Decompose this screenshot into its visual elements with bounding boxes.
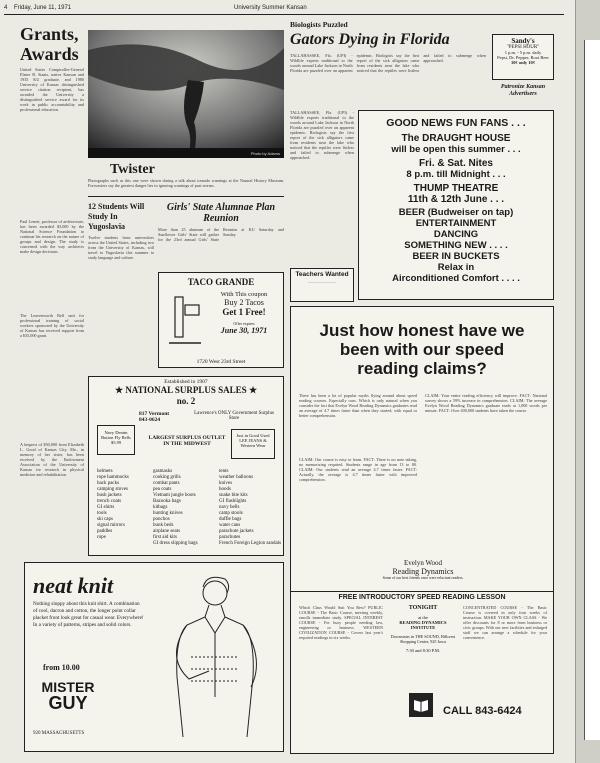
- grants-body-3: The Leavenworth Bell unit for professional training of social workers sponsored by the University of Kansas has received support from a $35,000 grant.: [20, 313, 84, 338]
- reading-tonight: TONIGHT: [408, 605, 438, 611]
- surplus-largest: LARGEST SURPLUS OUTLET IN THE MIDWEST: [148, 435, 226, 447]
- reading-time: 7:30 and 8:30 P.M.: [405, 648, 441, 653]
- teachers-wanted: Teachers Wanted: [295, 271, 349, 278]
- surplus-item: weather balloons: [219, 475, 254, 480]
- surplus-list-3: [219, 469, 283, 547]
- grants-body-2: Paul Lenert, professor of architecture, has been awarded $3,000 by the National Science Foundation to continue his research on the nature of groups and design. The study is concerned with the way architects make design decisions.: [20, 219, 84, 254]
- evelyn-wood-logo: [375, 559, 471, 580]
- tornado-image: [88, 30, 284, 158]
- fun-line-11: BEER IN BUCKETS: [412, 251, 500, 262]
- reading-claims: CLAIM: Our course is easy to learn. FACT: There is no note taking, no memorizing required. Students range in age from 13 to 80. CLAIM: Our students read an average 4.7 times faster. FACT: Actually, the average is 4.7 times faster with improved comprehension.: [299, 457, 417, 482]
- students-article: [88, 202, 154, 372]
- tornado-photo: [88, 30, 284, 158]
- fun-line-2: will be open this summer . . .: [391, 144, 521, 155]
- surplus-item: parachutes: [219, 535, 241, 540]
- surplus-item: combat pants: [153, 481, 180, 486]
- surplus-item: gasmasks: [153, 469, 173, 474]
- surplus-item: ponchos: [153, 517, 170, 522]
- surplus-item: rope: [97, 535, 106, 540]
- surplus-item: navy bells: [219, 505, 240, 510]
- surplus-item: pea coats: [153, 487, 172, 492]
- surplus-address-block: [139, 411, 169, 423]
- grants-title: Grants, Awards: [20, 24, 79, 64]
- surplus-item: hoods: [219, 487, 231, 492]
- surplus-list-1: [97, 469, 153, 541]
- surplus-item: bunk beds: [153, 523, 174, 528]
- neat-knit-address: 920 MASSACHUSETTS: [33, 731, 85, 736]
- taco-offer: Offer expires: [233, 321, 255, 326]
- grants-article: [20, 24, 84, 584]
- taco-coupon-text: [207, 291, 281, 335]
- taco-expires: June 30, 1971: [220, 326, 268, 335]
- surplus-item: GI flashlights: [219, 499, 247, 504]
- twister-caption: Photographs such as this one were shown during a talk about tornado warnings at the Natural History Museum. Forecasters say the greatest danger lies in ignoring warnings of past storms.: [88, 178, 284, 188]
- grants-body-1: United States Comptroller-General Elmer B. Staats, native Kansan and 1935 KU graduate, and 1980 University of Kansas distinguished service citation recipient, has awarded the University a distinguished service award for its work in public accountability and professional education.: [20, 67, 84, 112]
- surplus-item: cooking grills: [153, 475, 181, 480]
- surplus-item: GI shirts: [97, 505, 115, 510]
- gators-body-continued: TALLAHASSEE, Fla. (UPI) - Wildlife experts traditional to the woods around Lake Jackson in North Florida are puzzled over an apparent epidemic. Biologists say the first report of the sick alligators came from residents near the lake who noticed that the reptiles were listless and failed to submerge when approached.: [290, 110, 354, 160]
- fun-line-4: 8 p.m. till Midnight . . .: [406, 169, 506, 180]
- taco-address: 1720 West 23rd Street: [196, 359, 246, 365]
- reading-headline: Just how honest have we been with our speed reading claims?: [319, 321, 525, 378]
- surplus-item: kitbags: [153, 505, 168, 510]
- surplus-item: trench coats: [97, 499, 122, 504]
- surplus-item: French Foreign Legion sandals: [219, 541, 282, 546]
- reading-course-list: Which Class Would Suit You Best? PUBLIC COURSE - The Basic Course, meeting weekly, enrolls immediate study. SPECIAL INTEREST COURSE - For busy people needing law, engineering or business. WESTERN CIVILIZATION COURSE - Covers last year's required readings in six weeks.: [299, 605, 383, 640]
- taco-line-1: With This coupon: [220, 291, 268, 298]
- reading-at: at the: [418, 615, 428, 620]
- surplus-item: camp stools: [219, 511, 243, 516]
- sandys-line-2: 1 p.m. - 5 p.m. daily: [504, 50, 542, 55]
- adjacent-page-edge: [575, 0, 600, 763]
- store-name-1: MISTER: [41, 679, 95, 695]
- surplus-sales-ad: [88, 376, 284, 556]
- fun-line-10: SOMETHING NEW . . . .: [404, 240, 508, 251]
- logo-line-2: Reading Dynamics: [392, 567, 454, 576]
- taco-sign-icon: [165, 293, 205, 353]
- students-title: 12 Students Will Study In Yugoslavia: [88, 202, 145, 231]
- gators-title: Gators Dying in Florida: [290, 31, 450, 48]
- fun-line-12: Relax in: [437, 262, 475, 273]
- fun-line-5: THUMP THEATRE: [413, 183, 499, 194]
- gators-body: TALLAHASSEE, Fla. (UPI) - Wildlife experts traditional to the woods around Lake Jackson in North Florida are puzzled over an apparent epidemic. Biologists say the first report of the sick alligators came from residents near the lake who noticed that the reptiles were listless and failed to submerge when approached.: [290, 53, 486, 73]
- surplus-item: GI dress slipping bags: [153, 541, 198, 546]
- photo-credit: Photo by Adams: [250, 151, 280, 156]
- alumnae-article: [158, 202, 284, 272]
- surplus-badge-jeans: Just in Good Used LEE JEANS & Western Wear: [231, 429, 275, 459]
- sandys-line-1: "PEPSI HOUR": [506, 45, 540, 50]
- fun-headline: GOOD NEWS FUN FANS . . .: [386, 117, 526, 129]
- surplus-tag: Lawrence's ONLY Government Surplus Store: [194, 411, 274, 421]
- reading-concentrated: CONCENTRATED COURSE - The Basic Course is covered in only four weeks of instruction. MAKE YOUR OWN CLASS - We offer discounts for 8 or more from business or civic groups. With our new facilities and enlarged staff we can arrange a schedule for your convenience.: [463, 605, 547, 640]
- surplus-item: airplane seats: [153, 529, 181, 534]
- header-rule: [4, 14, 564, 15]
- gators-kicker: Biologists Puzzled: [290, 20, 348, 29]
- surplus-item: signal mirrors: [97, 523, 125, 528]
- fun-line-1: The DRAUGHT HOUSE: [401, 133, 511, 144]
- teachers-wanted-ad: [290, 268, 354, 302]
- masthead: University Summer Kansan: [234, 5, 307, 11]
- fun-line-8: ENTERTAINMENT: [415, 218, 497, 229]
- surplus-item: duffle bags: [219, 517, 242, 522]
- fun-line-13: Airconditioned Comfort . . . .: [392, 273, 520, 284]
- surplus-item: camping stoves: [97, 487, 128, 492]
- reading-place: Downstairs in THE SOUND, Hillcrest Shopping Center, 925 Iowa: [390, 634, 456, 644]
- taco-title: TACO GRANDE: [187, 277, 255, 287]
- surplus-item: tools: [97, 511, 107, 516]
- neat-knit-title: neat knit: [33, 573, 114, 598]
- teachers-fine-print: ————————: [308, 280, 336, 284]
- issue-date: Friday, June 11, 1971: [14, 5, 72, 11]
- surplus-item: knives: [219, 481, 233, 486]
- surplus-established: Established in 1907: [164, 379, 208, 385]
- surplus-item: tents: [219, 469, 229, 474]
- logo-line-3: Some of our best friends once were reluctant readers.: [382, 576, 464, 580]
- taco-grande-ad: [158, 272, 284, 368]
- reading-tonight-block: [387, 605, 459, 653]
- neat-knit-desc: Nothing sloppy about this knit shirt. A combination of cool, dacron and cotton, the longer point collar placket front look great for casual wear. Everywhere! In a variety of patterns, stripes and solid colors.: [33, 601, 144, 628]
- mister-guy-logo: [33, 679, 103, 711]
- fun-line-9: DANCING: [433, 229, 479, 240]
- surplus-item: water cans: [219, 523, 241, 528]
- reading-claims-right: CLAIM: Your entire reading efficiency will improve. FACT: National survey shows a 59% increase in comprehension. CLAIM: The average Evelyn Wood Reading Dynamics graduate reads at 1,000 words per minute. FACT: Over 400,000 students have taken the course.: [425, 393, 547, 413]
- taco-line-2: Buy 2 Tacos: [224, 298, 264, 307]
- rule-under-twister: [88, 196, 284, 197]
- surplus-name: NATIONAL SURPLUS SALES: [125, 385, 247, 395]
- fun-line-7: BEER (Budweiser on tap): [398, 207, 514, 218]
- surplus-name-row: ★ NATIONAL SURPLUS SALES ★: [114, 385, 258, 395]
- store-name-2: GUY: [48, 693, 88, 713]
- patronize-notice: Patronize Kansan Advertisers: [500, 84, 546, 97]
- surplus-number: no. 2: [176, 396, 196, 406]
- surplus-item: parachute jackets: [219, 529, 254, 534]
- surplus-item: back packs: [97, 481, 120, 486]
- reading-phone: CALL 843-6424: [443, 705, 522, 717]
- alumnae-title: Girls' State Alumnae Plan Reunion: [166, 202, 276, 224]
- alumnae-body: More than 25 alumnae of the Sunflower Girls' State will gather for the 23rd annual Girls' State Reunion at KU Saturday and Sunday.: [158, 227, 284, 242]
- reading-logo-mark: [409, 693, 433, 717]
- reading-lesson-title: FREE INTRODUCTORY SPEED READING LESSON: [291, 591, 553, 601]
- speed-reading-ad: [290, 306, 554, 754]
- surplus-item: paddles: [97, 529, 113, 534]
- students-body: Twelve students from universities across the United States, including two from the University of Kansas, will travel to Yugoslavia this summer to study language and culture.: [88, 235, 154, 260]
- draught-house-ad: [358, 110, 554, 300]
- fun-line-6: 11th & 12th June . . .: [407, 194, 505, 205]
- neat-knit-ad: [24, 562, 284, 752]
- logo-line-1: Evelyn Wood: [404, 559, 442, 567]
- surplus-list-2: [153, 469, 217, 547]
- reading-institute: READING DYNAMICS INSTITUTE: [399, 620, 447, 630]
- surplus-phone: 843-0624: [139, 417, 161, 423]
- sandys-line-4: 10¢ only 10¢: [510, 60, 535, 65]
- reading-body: There has been a lot of popular myths flying around about speed reading courses. Especially ours. Which is only natural when you consider the fact that Evelyn Wood Reading Dynamics graduates read an average of 4.7 times faster than when they started, with equal or better comprehension.: [299, 393, 417, 418]
- surplus-badge-denim: Navy Denim Button Fly Bells $5.99: [97, 425, 135, 455]
- surplus-item: helmets: [97, 469, 113, 474]
- surplus-item: Bazooka bags: [153, 499, 181, 504]
- man-illustration: [147, 567, 279, 747]
- sandys-ad: [492, 34, 554, 80]
- surplus-item: Vietnam jungle boots: [153, 493, 196, 498]
- twister-title: Twister: [110, 162, 155, 177]
- sandys-name: Sandy's: [511, 37, 535, 45]
- neat-knit-price: from 10.00: [43, 663, 80, 672]
- fun-line-3: Fri. & Sat. Nites: [419, 158, 493, 169]
- grants-body-4: A bequest of $50,000 from Elizabeth L. Good of Kansas City, Mo., in memory of her sister, has been received by the Endowment Association of the University of Kansas for research in physical medicine and rehabilitation.: [20, 442, 84, 477]
- page-number: 4: [4, 5, 8, 11]
- surplus-item: rope hammocks: [97, 475, 129, 480]
- surplus-item: bush jackets: [97, 493, 122, 498]
- surplus-address: 817 Vermont: [139, 411, 170, 417]
- taco-line-3: Get 1 Free!: [222, 307, 266, 317]
- book-icon: [409, 693, 433, 717]
- sandys-line-3: Pepsi, Dr. Pepper, Root Beer: [497, 55, 549, 60]
- surplus-item: hunting knives: [153, 511, 183, 516]
- surplus-item: first aid kits: [153, 535, 177, 540]
- surplus-item: snake bite kits: [219, 493, 248, 498]
- surplus-item: ski caps: [97, 517, 113, 522]
